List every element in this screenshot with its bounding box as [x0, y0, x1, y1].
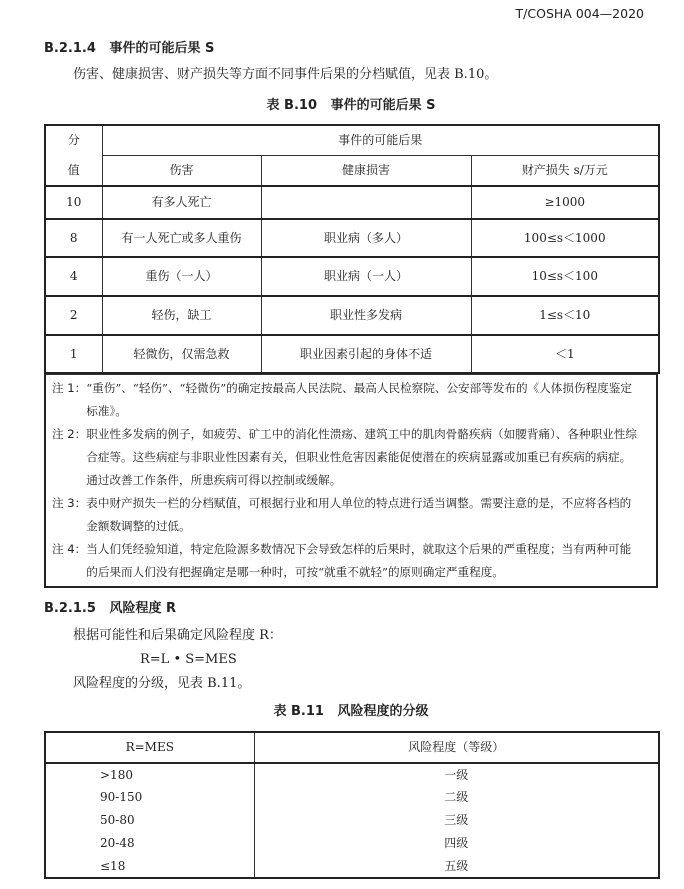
- table-row: [45, 763, 659, 786]
- cell: 四级: [254, 832, 659, 855]
- cell: 轻微伤，仅需急救: [102, 335, 261, 373]
- cell: 1: [45, 335, 102, 373]
- table-row: [45, 786, 659, 809]
- table-row: [45, 809, 659, 832]
- note-line: 表中财产损失一栏的分档赋值，可根据行业和用人单位的特点进行适当调整。需要注意的是，不应将各档的: [86, 496, 632, 510]
- paragraph: 根据可能性和后果确定风险程度 R：: [73, 628, 282, 643]
- note-label: 注 3：: [52, 496, 87, 510]
- cell: 五级: [254, 855, 659, 878]
- note-label: 注 2：: [52, 427, 87, 441]
- note-line: 职业性多发病的例子，如疲劳、矿工中的消化性溃疡、建筑工中的肌肉骨骼疾病（如腰背痛）、各种职业性综: [86, 427, 637, 441]
- heading-title: 风险程度 R: [109, 601, 176, 616]
- table-b11: [44, 731, 660, 879]
- table-b10: [44, 124, 660, 374]
- header-score-b: 值: [45, 155, 102, 186]
- cell: 职业性多发病: [261, 296, 471, 335]
- caption-title: 风险程度的分级: [337, 704, 429, 719]
- paragraph: 伤害、健康损害、财产损失等方面不同事件后果的分档赋值，见表 B.10。: [73, 67, 498, 82]
- header-property: 财产损失 s/万元: [471, 155, 659, 186]
- paragraph: 风险程度的分级，见表 B.11。: [73, 676, 251, 691]
- header-score-a: 分: [45, 125, 102, 155]
- table-caption-b11: [44, 703, 658, 721]
- cell: 职业病（多人）: [261, 219, 471, 257]
- cell: 100≤s＜1000: [471, 219, 659, 257]
- cell: 职业因素引起的身体不适: [261, 335, 471, 373]
- cell: 1≤s＜10: [471, 296, 659, 335]
- note-line: 当人们凭经验知道，特定危险源多数情况下会导致怎样的后果时，就取这个后果的严重程度；当有两种可能: [86, 542, 632, 556]
- cell: ＜1: [471, 335, 659, 373]
- heading-title: 事件的可能后果 S: [109, 41, 215, 56]
- doc-id: T/COSHA 004—2020: [515, 6, 644, 21]
- note-label: 注 4：: [52, 542, 87, 556]
- note-1: [52, 377, 654, 423]
- cell: ≤18: [45, 855, 254, 878]
- caption-title: 事件的可能后果 S: [330, 98, 436, 113]
- caption-number: 表 B.11: [273, 704, 324, 719]
- note-2: [52, 423, 654, 492]
- cell: 8: [45, 219, 102, 257]
- cell: ≥1000: [471, 186, 659, 219]
- cell: 职业病（一人）: [261, 257, 471, 296]
- cell: 一级: [254, 763, 659, 786]
- heading-number: B.2.1.5: [44, 601, 96, 616]
- table-row: [45, 186, 659, 219]
- cell: 10: [45, 186, 102, 219]
- caption-number: 表 B.10: [266, 98, 317, 113]
- header-health: 健康损害: [261, 155, 471, 186]
- section-heading-b215: [44, 600, 658, 618]
- heading-number: B.2.1.4: [44, 41, 96, 56]
- table-notes: [44, 374, 658, 588]
- table-row: [45, 855, 659, 878]
- header-group: 事件的可能后果: [102, 125, 659, 155]
- note-line: 的后果而人们没有把握确定是哪一种时，可按“就重不就轻”的原则确定严重程度。: [86, 565, 504, 579]
- cell: 4: [45, 257, 102, 296]
- note-line: 通过改善工作条件，所患疾病可得以控制或缓解。: [86, 473, 342, 487]
- cell: 重伤（一人）: [102, 257, 261, 296]
- cell: >180: [45, 763, 254, 786]
- header-risk-level: 风险程度（等级）: [254, 732, 659, 763]
- cell: 轻伤，缺工: [102, 296, 261, 335]
- note-label: 注 1：: [52, 381, 87, 395]
- table-caption-b10: [44, 97, 658, 115]
- cell: 三级: [254, 809, 659, 832]
- cell: 有多人死亡: [102, 186, 261, 219]
- formula: R=L • S=MES: [140, 652, 237, 667]
- cell: [261, 186, 471, 219]
- cell: 2: [45, 296, 102, 335]
- table-row: [45, 296, 659, 335]
- note-line: 金额数调整的过低。: [86, 519, 191, 533]
- cell: 有一人死亡或多人重伤: [102, 219, 261, 257]
- section-heading-b214: [44, 40, 658, 58]
- table-row: [45, 219, 659, 257]
- cell: 50-80: [45, 809, 254, 832]
- cell: 20-48: [45, 832, 254, 855]
- cell: 10≤s＜100: [471, 257, 659, 296]
- cell: 二级: [254, 786, 659, 809]
- note-3: [52, 492, 654, 538]
- note-4: [52, 538, 654, 584]
- header-injury: 伤害: [102, 155, 261, 186]
- table-row: [45, 832, 659, 855]
- table-row: [45, 335, 659, 373]
- note-line: “重伤”、“轻伤”、“轻微伤”的确定按最高人民法院、最高人民检察院、公安部等发布的《人体损伤程度鉴定: [86, 381, 632, 395]
- note-line: 标准》。: [86, 404, 127, 418]
- table-row: [45, 257, 659, 296]
- note-line: 合症等。这些病症与非职业性因素有关，但职业性危害因素能促使潜在的疾病显露或加重已有疾病的病症。: [86, 450, 632, 464]
- cell: 90-150: [45, 786, 254, 809]
- header-rmes: R=MES: [45, 732, 254, 763]
